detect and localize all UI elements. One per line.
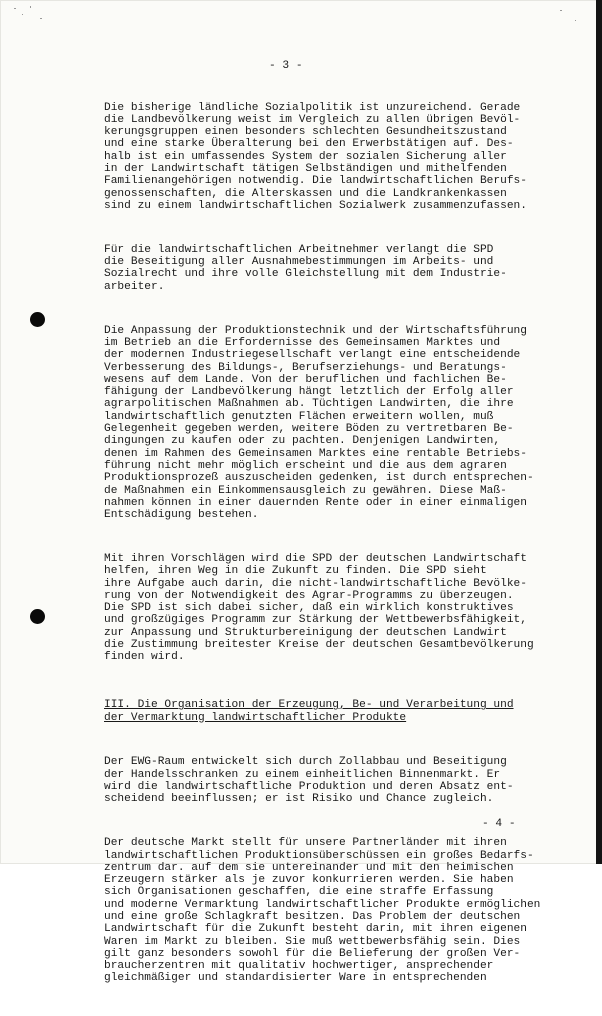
scan-speck [40,18,42,19]
scan-speck [22,14,23,15]
paragraph-deutscher-markt: Der deutsche Markt stellt für unsere Partnerländer mit ihren landwirtschaftlichen Produktionsüberschüssen ein großes Bedarfs- zentrum dar. auf dem sie untereinander und mit den heimischen Erzeugern stärker als je zuvor konkurrieren werden. Sie haben sich Organisationen geschaffen, die eine straffe Erfassung und moderne Vermarktung landwirtschaftlicher Produkte ermöglichen und eine große Schlagkraft besitzen. Das Problem der deutschen Landwirtschaft für die Zukunft besteht darin, mit ihren eigenen Waren im Markt zu bleiben. Sie muß wettbewerbsfähig sein. Dies gilt ganz besonders sowohl für die Belieferung der großen Ver- braucherzentren mit qualitativ hochwertiger, ansprechender gleichmäßiger und standardisierter Ware in entsprechenden [104,837,541,985]
punch-hole-upper [30,312,45,327]
scan-speck [30,6,31,8]
paragraph-bildung: Die Anpassung der Produktionstechnik und der Wirtschaftsführung im Betrieb an die Erfordernisse des Gemeinsamen Marktes und der modernen Industriegesellschaft verlangt eine entscheidende Verbesserung des Bildungs-, Berufserziehungs- und Beratungs- wesens auf dem Lande. Von der beruflichen und fachlichen Be- fähigung der Landbevölkerung hängt letztlich der Erfolg aller agrarpolitischen Maßnahmen ab. Tüchtigen Landwirten, die ihre landwirtschaftlich genutzten Flächen erweitern wollen, muß Gelegenheit gegeben werden, weitere Böden zu vertretbaren Be- dingungen zu kaufen oder zu pachten. Denjenigen Landwirten, denen im Rahmen des Gemeinsamen Marktes eine rentable Betriebs- führung nicht mehr möglich erscheint und die aus dem agraren Produktionsprozeß auszuscheiden gedenken, ist durch entsprechen- de Maßnahmen ein Einkommensausgleich zu gewähren. Diese Maß- nahmen können in einer dauernden Rente oder in einer einmaligen Entschädigung bestehen. [104,324,534,522]
scan-speck [560,10,562,11]
page-number-bottom: - 4 - [482,818,516,830]
section-heading-text: III. Die Organisation der Erzeugung, Be- und Verarbeitung und der Vermarktung landwirtschaftlicher Produkte [104,699,514,724]
paragraph-sozialpolitik: Die bisherige ländliche Sozialpolitik ist unzureichend. Gerade die Landbevölkerung weist im Vergleich zu allen übrigen Bevöl- kerungsgruppen einen besonders schlechten Gesundheitszustand und eine starke Überalterung bei den Erwerbstätigen auf. Des- halb ist ein umfassendes System der sozialen Sicherung aller in der Landwirtschaft tätigen Selbständigen und mithelfenden Familienangehörigen notwendig. Die landwirtschaftlichen Berufs- genossenschaften, die Alterskassen und die Landkrankenkassen sind zu einem landwirtschaftlichen Sozialwerk zusammenzufassen. [104,101,527,212]
scan-speck [14,8,16,9]
punch-hole-lower [30,609,45,624]
document-body [104,77,564,1016]
scan-edge [596,0,602,864]
page-number-top: - 3 - [269,60,303,72]
section-heading [104,699,564,724]
paragraph-ewg-raum: Der EWG-Raum entwickelt sich durch Zollabbau und Beseitigung der Handelsschranken zu einem einheitlichen Binnenmarkt. Er wird die landwirtschaftliche Produktion und deren Absatz ent- scheidend beeinflussen; er ist Risiko und Chance zugleich. [104,756,514,806]
scan-speck [575,20,576,21]
paragraph-vorschlaege: Mit ihren Vorschlägen wird die SPD der deutschen Landwirtschaft helfen, ihren Weg in die Zukunft zu finden. Die SPD sieht ihre Aufgabe auch darin, die nicht-landwirtschaftliche Bevölke- rung von der Notwendigkeit des Agrar-Programms zu überzeugen. Die SPD ist sich dabei sicher, daß ein wirklich konstruktives und großzügiges Programm zur Stärkung der Wettbewerbsfähigkeit, zur Anpassung und Strukturbereinigung der deutschen Landwirt die Zustimmung breitester Kreise der deutschen Gesamtbevölkerung finden wird. [104,552,534,664]
paragraph-arbeitnehmer: Für die landwirtschaftlichen Arbeitnehmer verlangt die SPD die Beseitigung aller Ausnahmebestimmungen im Arbeits- und Sozialrecht und ihre volle Gleichstellung mit dem Industrie- arbeiter. [104,243,507,293]
